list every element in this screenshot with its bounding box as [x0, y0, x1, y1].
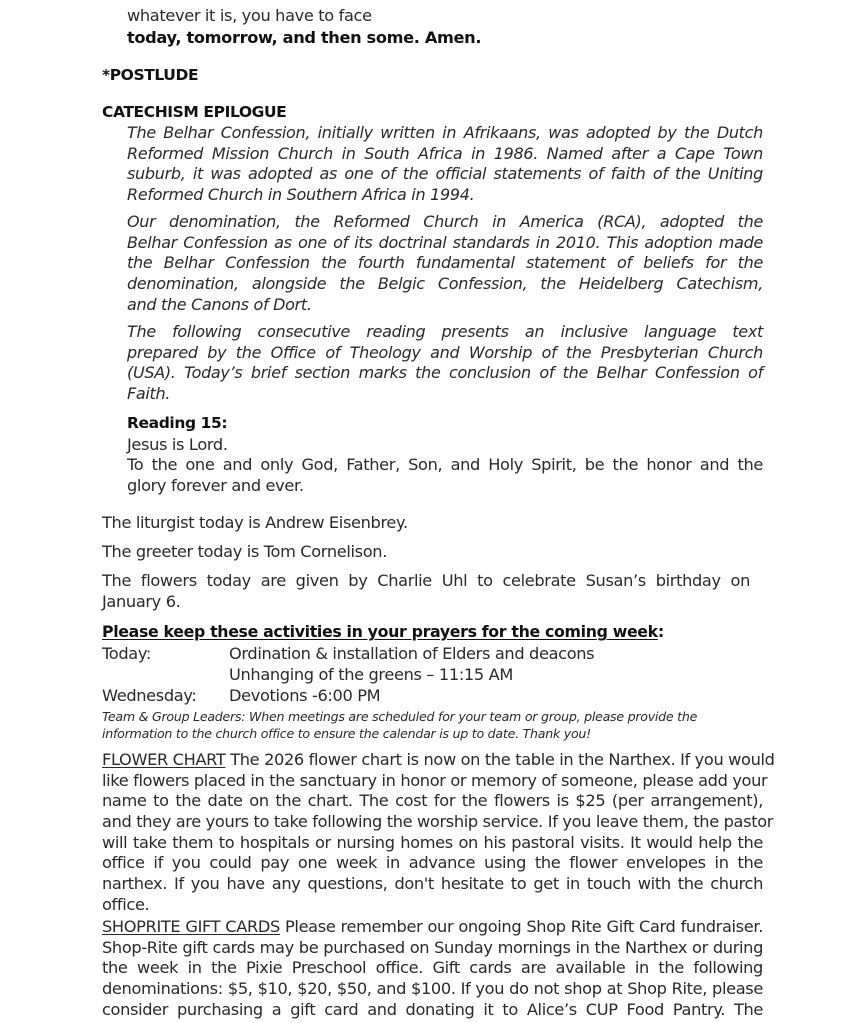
schedule-activity: Devotions -6:00 PM: [229, 686, 381, 705]
prayer-closing-line-1: whatever it is, you have to face: [127, 6, 372, 25]
prayers-heading-text: Please keep these activities in your prayers for the coming week: [102, 622, 658, 641]
text-line: Shop-Rite gift cards may be purchased on Sunday mornings in the Narthex or during: [102, 937, 763, 957]
prayers-heading: [102, 622, 664, 641]
text-line: Reformed Mission Church in South Africa in 1986. Named after a Cape Town: [127, 143, 763, 163]
schedule-activity: Ordination & installation of Elders and deacons: [229, 644, 595, 663]
text-line: and they are yours to take following the worship service. If you leave them, the pastor: [102, 812, 774, 832]
text-line: Our denomination, the Reformed Church in America (RCA), adopted the: [127, 212, 763, 231]
greeter-note: The greeter today is Tom Cornelison.: [102, 542, 387, 561]
team-leaders-note-line-2: information to the church office to ensure the calendar is up to date. Thank you!: [102, 726, 591, 741]
text-line: Belhar Confession as one of its doctrinal standards in 2010. This adoption made: [127, 232, 763, 252]
text-line: narthex. If you have any questions, don't hesitate to get in touch with the church: [102, 874, 763, 894]
text-line: consider purchasing a gift card and donating it to Alice’s CUP Food Pantry. The: [102, 999, 763, 1019]
team-leaders-note-line-1: Team & Group Leaders: When meetings are scheduled for your team or group, please provide the: [102, 709, 698, 724]
text-line: SHOPRITE GIFT CARDS Please remember our ongoing Shop Rite Gift Card fundraiser.: [102, 917, 763, 936]
shoprite-paragraph: [102, 917, 763, 1020]
text-line: Faith.: [127, 384, 171, 404]
prayer-closing-line-2: today, tomorrow, and then some. Amen.: [127, 28, 482, 47]
reading-paragraph: [127, 455, 763, 496]
catechism-paragraph-3: [127, 322, 763, 405]
schedule-activity: Unhanging of the greens – 11:15 AM: [229, 665, 513, 684]
text-line: office.: [102, 894, 150, 914]
shoprite-title: SHOPRITE GIFT CARDS: [102, 917, 280, 936]
text-line: Reformed Church in Southern Africa in 1994.: [127, 185, 475, 205]
text-line: office if you could pay one week in advance using the flower envelopes in the: [102, 853, 763, 873]
text-line: the week in the Pixie Preschool office. Gift cards are available in the following: [102, 958, 763, 978]
catechism-paragraph-2: [127, 212, 763, 315]
text-line: denomination, alongside the Belgic Confession, the Heidelberg Catechism,: [127, 274, 763, 294]
schedule-day-wednesday: Wednesday:: [102, 686, 197, 705]
text-line: January 6.: [102, 591, 181, 611]
text-line: FLOWER CHART The 2026 flower chart is now on the table in the Narthex. If you would: [102, 750, 775, 769]
postlude-heading: *POSTLUDE: [102, 66, 199, 84]
text-line: The Belhar Confession, initially written in Afrikaans, was adopted by the Dutch: [127, 123, 763, 142]
reading-line-1: Jesus is Lord.: [127, 435, 228, 454]
text-line: name to the date on the chart. The cost for the flowers is $25 (per arrangement),: [102, 791, 763, 811]
flower-chart-paragraph: [102, 750, 775, 916]
text-line: like flowers placed in the sanctuary in honor or memory of someone, please add your: [102, 770, 768, 790]
schedule-day-today: Today:: [102, 644, 151, 663]
text-line: suburb, it was adopted as one of the official statements of faith of the Uniting: [127, 164, 763, 184]
text-line: will take them to hospitals or nursing homes on his pastoral visits. It would help the: [102, 832, 763, 852]
prayers-heading-colon: :: [657, 622, 664, 641]
text-line: denominations: $5, $10, $20, $50, and $100. If you do not shop at Shop Rite, please: [102, 979, 763, 999]
catechism-paragraph-1: [127, 123, 763, 206]
text-line: the Belhar Confession the fourth fundamental statement of beliefs for the: [127, 253, 763, 273]
text-line: The following consecutive reading presents an inclusive language text: [127, 322, 763, 341]
reading-label: Reading 15:: [127, 414, 228, 432]
text-line: (USA). Today’s brief section marks the conclusion of the Belhar Confession of: [127, 363, 763, 383]
flower-chart-title: FLOWER CHART: [102, 750, 226, 769]
text-line: prepared by the Office of Theology and Worship of the Presbyterian Church: [127, 342, 763, 362]
catechism-heading: CATECHISM EPILOGUE: [102, 103, 287, 121]
text-line: To the one and only God, Father, Son, and Holy Spirit, be the honor and the: [127, 455, 763, 474]
text-line: glory forever and ever.: [127, 475, 304, 495]
flowers-note: [102, 571, 750, 612]
text-line: and the Canons of Dort.: [127, 294, 312, 314]
text-line: The flowers today are given by Charlie Uhl to celebrate Susan’s birthday on: [102, 571, 750, 590]
liturgist-note: The liturgist today is Andrew Eisenbrey.: [102, 513, 408, 532]
